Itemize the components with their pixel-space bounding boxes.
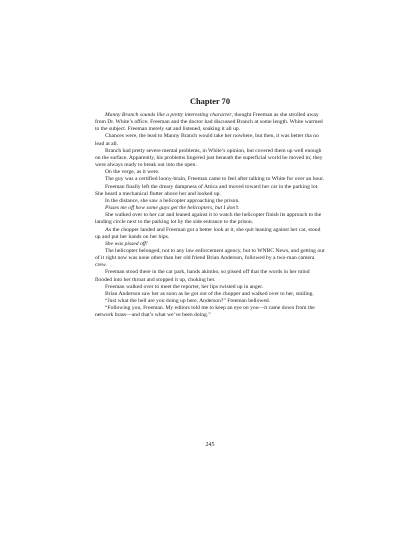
paragraph-text: As the chopper landed and Freeman got a better look at it, she quit leaning against her car, stood up and put her hands on her hips. — [95, 226, 321, 240]
body-paragraph — [95, 184, 325, 198]
paragraph-text: “Following you, Freeman. My editors told me to keep an eye on you—it came down from the network brass—and that’s what we’ve been doing.” — [95, 305, 315, 319]
body-text — [95, 112, 325, 320]
paragraph-text: In the distance, she saw a helicopter approaching the prison. — [105, 197, 240, 204]
body-paragraph — [95, 112, 325, 133]
paragraph-text: “Just what the hell are you doing up here, Anderson?” Freeman bellowed. — [105, 298, 271, 305]
italic-text: Manny Branch sounds like a pretty interesting character — [105, 112, 232, 118]
body-paragraph — [95, 291, 325, 298]
body-paragraph — [95, 198, 325, 205]
body-paragraph — [95, 212, 325, 226]
paragraph-text: Branch had pretty severe mental problems, in White’s opinion, but covered them up well enough on the surface. Apparently, his problems lingered just beneath the superficial world he moved in; they were always ready to break out into the open. — [95, 147, 323, 169]
body-paragraph — [95, 227, 325, 241]
italic-text: Pisses me off how some guys get the helicopters, but I don’t. — [105, 205, 240, 212]
chapter-title: Chapter 70 — [189, 97, 231, 106]
body-paragraph — [95, 241, 325, 248]
body-paragraph — [95, 269, 325, 283]
paragraph-text: , thought Freeman as she strolled away from Dr. White’s office. Freeman and the doctor had discussed Branch at some length. White warmed to the subject. Freeman merely sat and listened, soaking it all up. — [95, 112, 323, 133]
body-paragraph — [95, 176, 325, 183]
paragraph-text: Freeman finally left the dreary dampness of Attica and moved toward her car in the parking lot. She heard a mechanical flutter above her and looked up. — [95, 183, 319, 197]
paragraph-text: Brian Anderson saw her as soon as he got out of the chopper and walked over to her, smiling. — [105, 290, 314, 297]
paragraph-text: She walked over to her car and leaned against it to watch the helicopter finish its approach to the landing circle next to the parking lot by the side entrance to the prison. — [95, 212, 322, 226]
paragraph-text: The guy was a certified loony-brain, Freeman came to feel after talking to White for over an hour. — [105, 176, 325, 183]
paragraph-text: Freeman walked over to meet the reporter, her lips twisted up in anger. — [105, 283, 264, 290]
paragraph-text: The helicopter belonged, not to any law enforcement agency, but to WNBC News, and getting out of it right now was none other than her old friend Brian Anderson, followed by a two-man camera crew. — [95, 247, 325, 269]
body-paragraph — [95, 305, 325, 319]
body-paragraph — [95, 133, 325, 147]
paragraph-text: Chances were, the lead to Manny Branch would take her nowhere, but then, it was better tha no lead at all. — [95, 133, 319, 147]
body-paragraph — [95, 284, 325, 291]
italic-text: She was pissed off! — [105, 240, 148, 247]
body-paragraph — [95, 248, 325, 269]
paragraph-text: On the verge, as it were. — [105, 169, 160, 176]
paragraph-text: Freeman stood there in the car park, hands akimbo, so pissed off that the words in her mind flooded into her throat and stopped it up, choking her. — [95, 269, 310, 283]
body-paragraph — [95, 148, 325, 169]
page-number: 245 — [205, 442, 215, 448]
